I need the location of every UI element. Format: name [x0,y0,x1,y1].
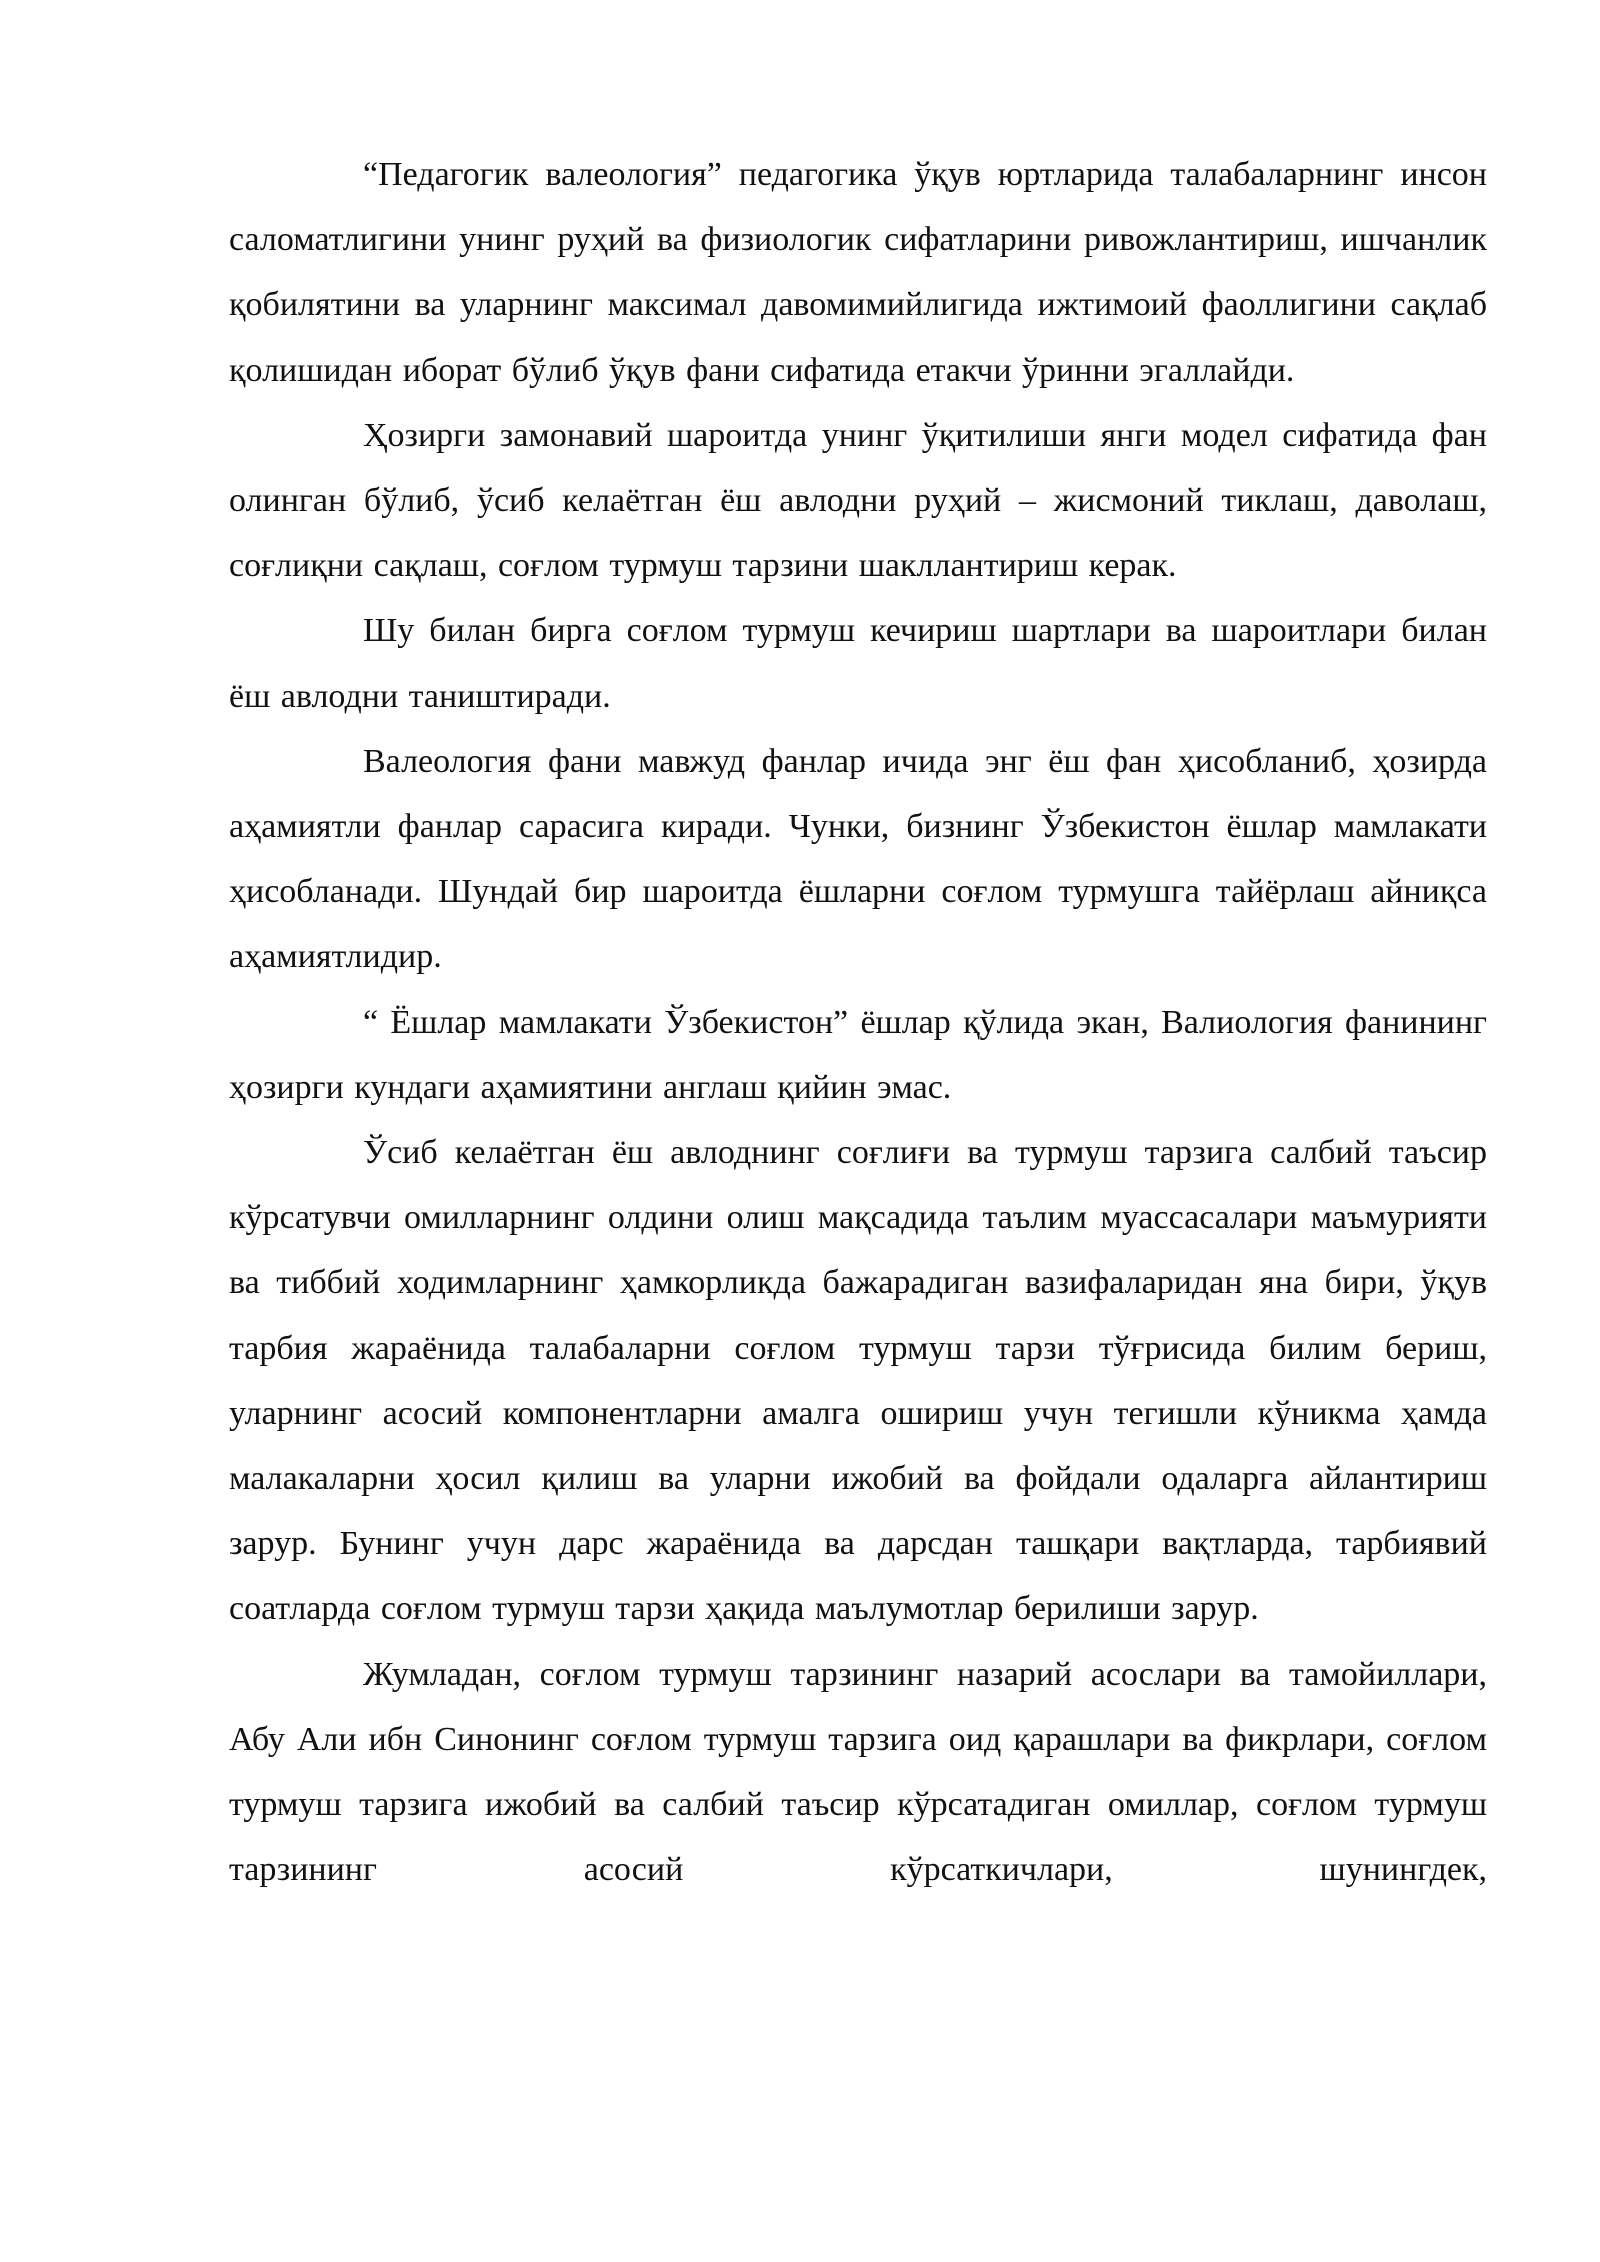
paragraph-6: Ўсиб келаётган ёш авлоднинг соғлиғи ва турмуш тарзига салбий таъсир кўрсатувчи омилларнинг олдини олиш мақсадида таълим муассасалари маъмурияти ва тиббий ходимларнинг ҳамкорликда бажарадиган вазифаларидан яна бири, ўқув тарбия жараёнида талабаларни соғлом турмуш тарзи тўғрисида билим бериш, уларнинг асосий компонентларни амалга ошириш учун тегишли кўникма ҳамда малакаларни ҳосил қилиш ва уларни ижобий ва фойдали одаларга айлантириш зарур. Бунинг учун дарс жараёнида ва дарсдан ташқари вақтларда, тарбиявий соатларда соғлом турмуш тарзи ҳақида маълумотлар берилиши зарур. [229,1134,1487,1628]
paragraph-2: Ҳозирги замонавий шароитда унинг ўқитилиши янги модел сифатида фан олинган бўлиб, ўсиб келаётган ёш авлодни руҳий – жисмоний тиклаш, даволаш, соғлиқни сақлаш, соғлом турмуш тарзини шакллантириш керак. [229,416,1487,585]
document-body [229,142,1487,1902]
paragraph-3: Шу билан бирга соғлом турмуш кечириш шартлари ва шароитлари билан ёш авлодни таништиради. [229,612,1487,715]
paragraph-4: Валеология фани мавжуд фанлар ичида энг ёш фан ҳисобланиб, ҳозирда аҳамиятли фанлар сарасига киради. Чунки, бизнинг Ўзбекистон ёшлар мамлакати ҳисобланади. Шундай бир шароитда ёшларни соғлом турмушга тайёрлаш айниқса аҳамиятлидир. [229,742,1487,976]
paragraph-5: “ Ёшлар мамлакати Ўзбекистон” ёшлар қўлида экан, Валиология фанининг ҳозирги кундаги аҳамиятини англаш қийин эмас. [229,1003,1487,1106]
paragraph-1: “Педагогик валеология” педагогика ўқув юртларида талабаларнинг инсон саломатлигини унинг руҳий ва физиологик сифатларини ривожлантириш, ишчанлик қобилятини ва уларнинг максимал давомимийлигида ижтимоий фаоллигини сақлаб қолишидан иборат бўлиб ўқув фани сифатида етакчи ўринни эгаллайди. [229,156,1487,389]
paragraph-7: Жумладан, соғлом турмуш тарзининг назарий асослари ва тамойиллари, Абу Али ибн Синонинг соғлом турмуш тарзига оид қарашлари ва фикрлари, соғлом турмуш тарзига ижобий ва салбий таъсир кўрсатадиган омиллар, соғлом турмуш тарзининг асосий кўрсаткичлари, шунингдек, [229,1655,1487,1889]
